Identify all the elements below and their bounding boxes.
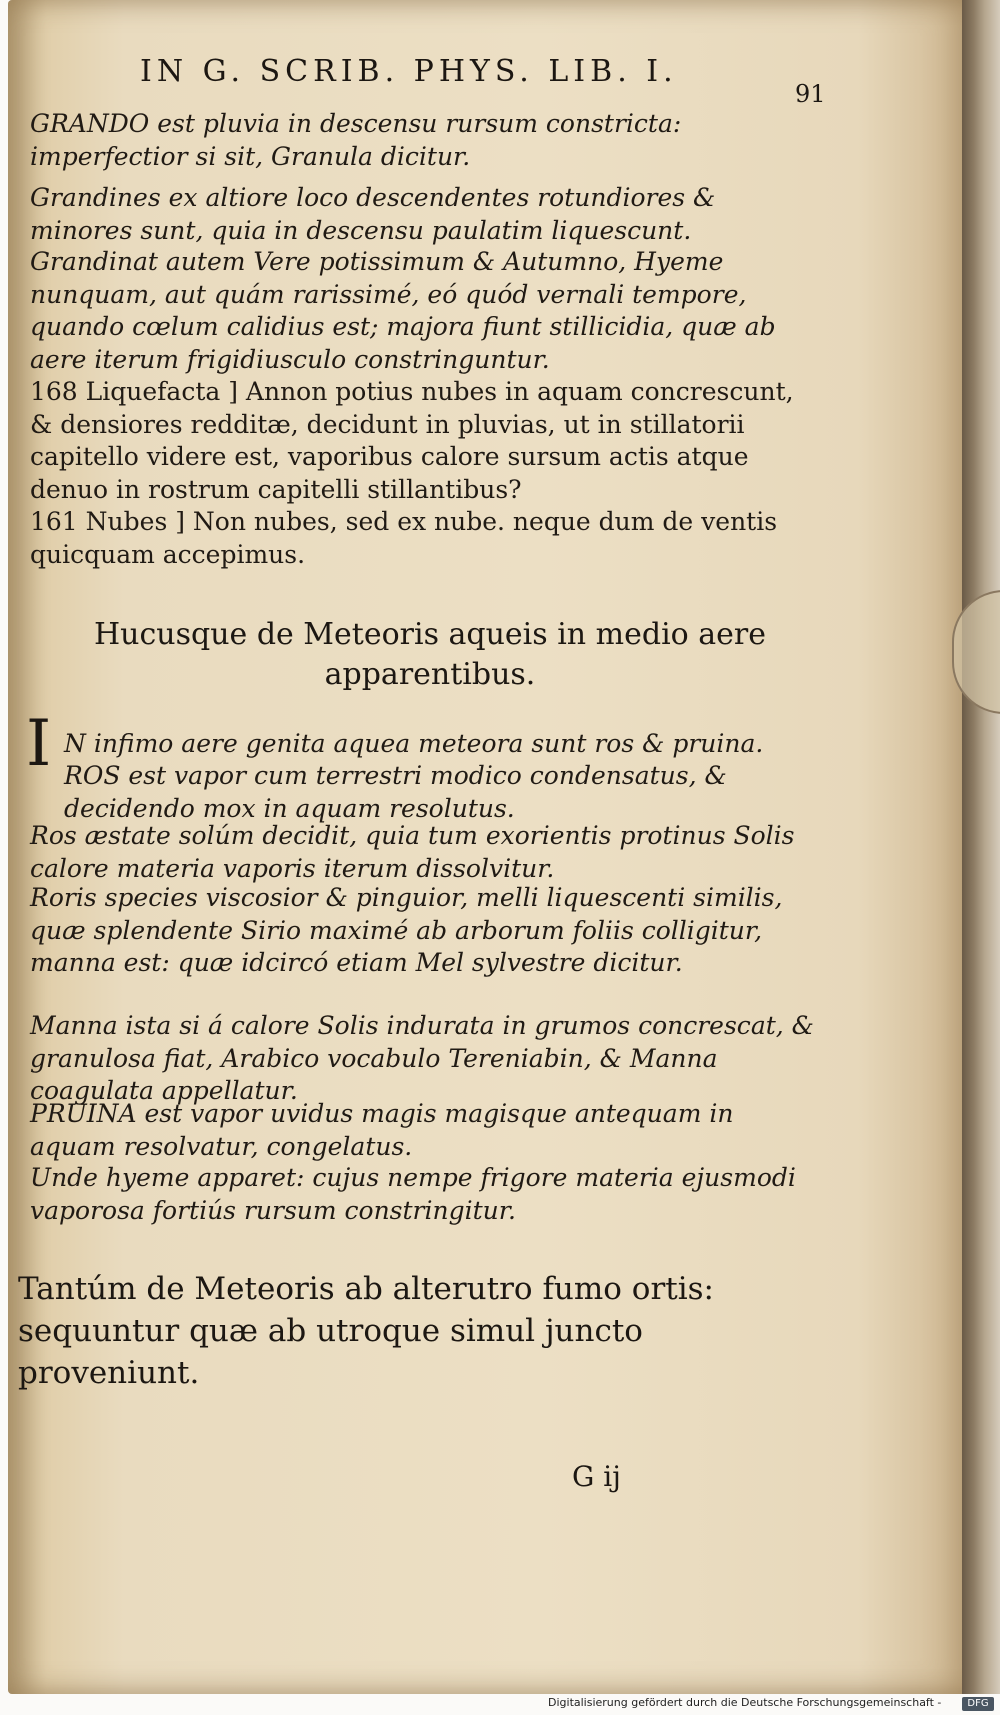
drop-cap: I xyxy=(26,707,52,781)
paragraph-pruina: PRUINA est vapor uvidus magis magisque antequam in aquam resolvatur, congelatus. xyxy=(30,1099,734,1161)
paragraph-aestate: Ros æstate solúm decidit, quia tum exorientis protinus Solis calore materia vaporis iterum dissolvitur. xyxy=(30,821,795,883)
note-168: 168 Liquefacta ] Annon potius nubes in aquam concrescunt, & densiores redditæ, decidunt in pluvias, ut in stillatorii capitello videre est, vaporibus calore sursum actis atque denuo in rostrum capitelli stillantibus? xyxy=(30,377,794,504)
digitization-credit: Digitalisierung gefördert durch die Deutsche Forschungsgemeinschaft - xyxy=(548,1696,942,1709)
page-number: 91 xyxy=(795,80,826,108)
section-title: Hucusque de Meteoris aqueis in medio aere apparentibus. xyxy=(94,617,766,692)
paragraph-infimo: N infimo aere genita aquea meteora sunt ros & pruina. xyxy=(64,729,764,758)
paragraph-roris: Roris species viscosior & pinguior, melli liquescenti similis, quæ splendente Sirio maximé ab arborum foliis colligitur, manna est: quæ idcircó etiam Mel sylvestre dicitur. xyxy=(30,883,783,977)
dfg-logo-icon: DFG xyxy=(962,1697,994,1711)
paragraph-ros: ROS est vapor cum terrestri modico condensatus, & decidendo mox in aquam resolutus. xyxy=(64,761,727,823)
note-161: 161 Nubes ] Non nubes, sed ex nube. neque dum de ventis quicquam accepimus. xyxy=(30,507,778,569)
paragraph-grando: GRANDO est pluvia in descensu rursum constricta: imperfectior si sit, Granula dicitur. xyxy=(30,109,682,171)
paragraph-manna: Manna ista si á calore Solis indurata in grumos concrescat, & granulosa fiat, Arabico vocabulo Tereniabin, & Manna coagulata appellatur. xyxy=(30,1011,814,1105)
closing-statement: Tantúm de Meteoris ab alterutro fumo ortis: sequuntur quæ ab utroque simul juncto proveniunt. xyxy=(18,1271,715,1391)
paragraph-grandinat: Grandinat autem Vere potissimum & Autumno, Hyeme nunquam, aut quám rarissimé, eó quód vernali tempore, quando cœlum calidius est; majora fiunt stillicidia, quæ ab aere iterum frigidiusculo constringuntur. xyxy=(30,247,776,374)
paragraph-grandines: Grandines ex altiore loco descendentes rotundiores & minores sunt, quia in descensu paulatim liquescunt. xyxy=(30,183,716,245)
paragraph-unde: Unde hyeme apparet: cujus nempe frigore materia ejusmodi vaporosa fortiús rursum constringitur. xyxy=(30,1163,796,1225)
book-binding-edge xyxy=(962,0,1000,1694)
signature-mark: G ij xyxy=(572,1460,621,1493)
running-title: IN G. SCRIB. PHYS. LIB. I. xyxy=(140,54,678,89)
